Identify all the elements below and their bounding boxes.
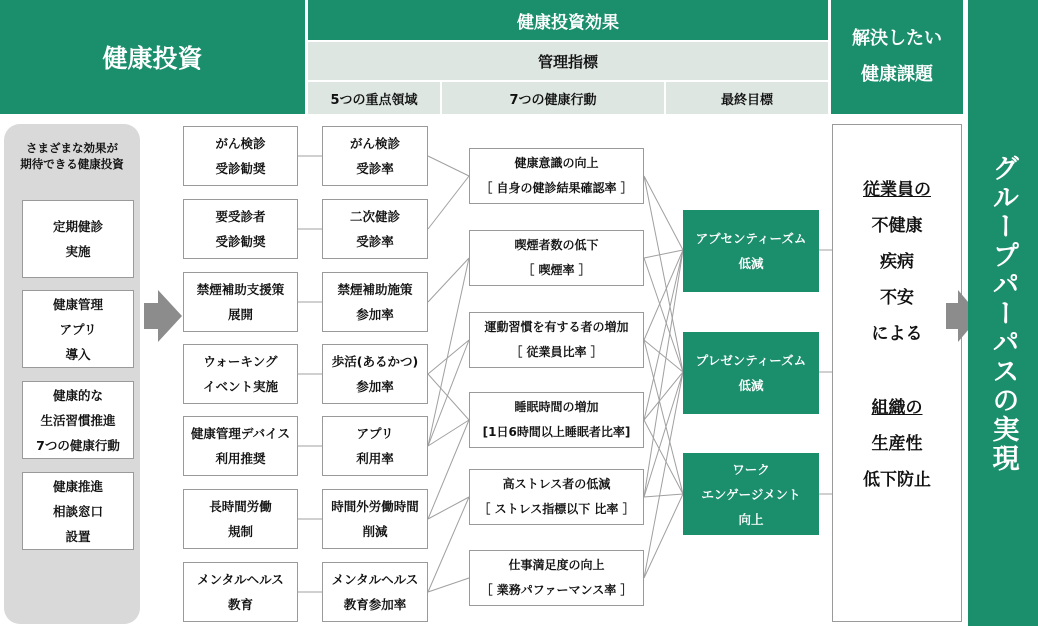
action-box (469, 148, 644, 204)
goal-text: アブセンティーズム (695, 231, 807, 246)
action-metric: ［ 自身の健診結果確認率 ］ (480, 181, 633, 195)
action-metric: [1日6時間以上睡眠者比率] (482, 425, 631, 439)
issue-heading: 従業員の (863, 180, 931, 200)
action-title: 睡眠時間の増加 (514, 400, 599, 414)
header-issue-line2: 健康課題 (861, 64, 933, 85)
action-box (469, 230, 644, 286)
header-col-focus-label: 5つの重点領域 (330, 92, 418, 108)
measure-box (183, 126, 298, 186)
focus-area-box (322, 126, 428, 186)
measure-box (183, 489, 298, 549)
action-metric: ［ 業務パファーマンス率 ］ (480, 583, 633, 597)
issue-text: 不健康 (871, 216, 923, 236)
action-box (469, 392, 644, 448)
goal-text: 低減 (738, 378, 764, 393)
focus-area-text: 利用率 (356, 451, 394, 466)
action-metric: ［ 従業員比率 ］ (510, 345, 603, 359)
measure-box (183, 416, 298, 476)
header-col-goal-label: 最終目標 (720, 92, 773, 108)
issue-text: 低下防止 (863, 470, 931, 490)
measure-text: がん検診 (215, 136, 266, 151)
focus-area-text: 参加率 (356, 379, 394, 394)
focus-area-box (322, 416, 428, 476)
issues-group-organization (832, 390, 962, 498)
focus-area-box (322, 272, 428, 332)
goal-box (683, 332, 819, 414)
purpose-bar (968, 0, 1038, 626)
action-box (469, 312, 644, 368)
measure-text: 健康管理デバイス (190, 426, 291, 441)
action-title: 高ストレス者の低減 (502, 477, 611, 491)
issue-text: 疾病 (880, 252, 914, 272)
focus-area-text: 教育参加率 (343, 597, 407, 612)
purpose-label: グループパーパスの実現 (987, 153, 1019, 473)
issues-group-employees (832, 172, 962, 352)
left-panel-title-line1: さまざまな効果が (26, 141, 118, 155)
measure-text: 規制 (227, 524, 253, 539)
measure-text: メンタルヘルス (197, 572, 284, 587)
left-item-text: 健康推進 (52, 478, 103, 494)
measure-text: 要受診者 (215, 209, 266, 224)
measure-box (183, 199, 298, 259)
measure-box (183, 562, 298, 622)
left-item-text: 健康的な (52, 387, 103, 403)
left-item-text: 設置 (65, 528, 91, 544)
left-item-text: 実施 (65, 244, 91, 259)
focus-area-text: がん検診 (349, 136, 400, 151)
measure-text: 展開 (227, 307, 253, 322)
left-item-text: 相談窓口 (52, 503, 103, 519)
goal-text: プレゼンティーズム (695, 353, 807, 368)
focus-area-text: 歩活(あるかつ) (331, 354, 419, 369)
action-title: 仕事満足度の向上 (508, 558, 605, 572)
goal-text: 低減 (738, 256, 764, 271)
measure-text: 禁煙補助支援策 (196, 282, 285, 297)
header-investment-label: 健康投資 (102, 44, 203, 73)
measure-text: 長時間労働 (209, 499, 272, 514)
measure-box (183, 344, 298, 404)
goal-text: エンゲージメント (701, 486, 801, 502)
issue-text: 生産性 (871, 434, 923, 454)
measure-text: イベント実施 (202, 379, 278, 394)
focus-area-text: 受診率 (356, 234, 394, 249)
measure-text: 利用推奨 (215, 451, 266, 466)
measure-text: ウォーキング (203, 354, 278, 369)
left-panel-title-line2: 期待できる健康投資 (20, 157, 124, 171)
issue-heading: 組織の (871, 398, 923, 418)
focus-area-text: 受診率 (356, 161, 394, 176)
focus-area-text: メンタルヘルス (331, 572, 419, 587)
action-title: 喫煙者数の低下 (514, 238, 599, 252)
header-col-action-label: 7つの健康行動 (509, 92, 597, 108)
action-box (469, 550, 644, 606)
action-metric: ［ 喫煙率 ］ (522, 263, 591, 277)
measure-text: 教育 (227, 597, 253, 612)
focus-area-box (322, 344, 428, 404)
action-title: 運動習慣を有する者の増加 (484, 320, 629, 334)
goal-box (683, 210, 819, 292)
focus-area-text: アプリ (356, 426, 394, 441)
focus-area-box (322, 199, 428, 259)
left-item-text: アプリ (59, 321, 97, 337)
focus-area-text: 二次健診 (349, 209, 400, 224)
focus-area-text: 禁煙補助施策 (337, 282, 413, 297)
measure-text: 受診勧奨 (215, 161, 266, 176)
measure-box (183, 272, 298, 332)
header-management-index-label: 管理指標 (537, 52, 598, 71)
focus-area-box (322, 489, 428, 549)
header-issue-line1: 解決したい (852, 28, 942, 49)
focus-area-text: 削減 (362, 524, 388, 539)
measure-text: 受診勧奨 (215, 234, 266, 249)
goal-text: 向上 (738, 511, 764, 527)
focus-area-text: 時間外労働時間 (331, 499, 419, 514)
action-metric: ［ ストレス指標以下 比率 ］ (478, 502, 635, 516)
left-item-text: 7つの健康行動 (36, 437, 120, 453)
left-item-text: 定期健診 (52, 219, 103, 234)
focus-area-box (322, 562, 428, 622)
action-box (469, 469, 644, 525)
left-item-text: 生活習慣推進 (40, 412, 116, 428)
goal-box (683, 453, 819, 535)
issue-text: による (871, 324, 923, 344)
left-item-text: 導入 (65, 346, 91, 362)
left-item-text: 健康管理 (52, 296, 103, 312)
action-title: 健康意識の向上 (514, 156, 599, 170)
focus-area-text: 参加率 (356, 307, 394, 322)
issue-text: 不安 (880, 288, 914, 308)
header-effect-label: 健康投資効果 (517, 12, 619, 33)
goal-text: ワーク (732, 461, 770, 477)
